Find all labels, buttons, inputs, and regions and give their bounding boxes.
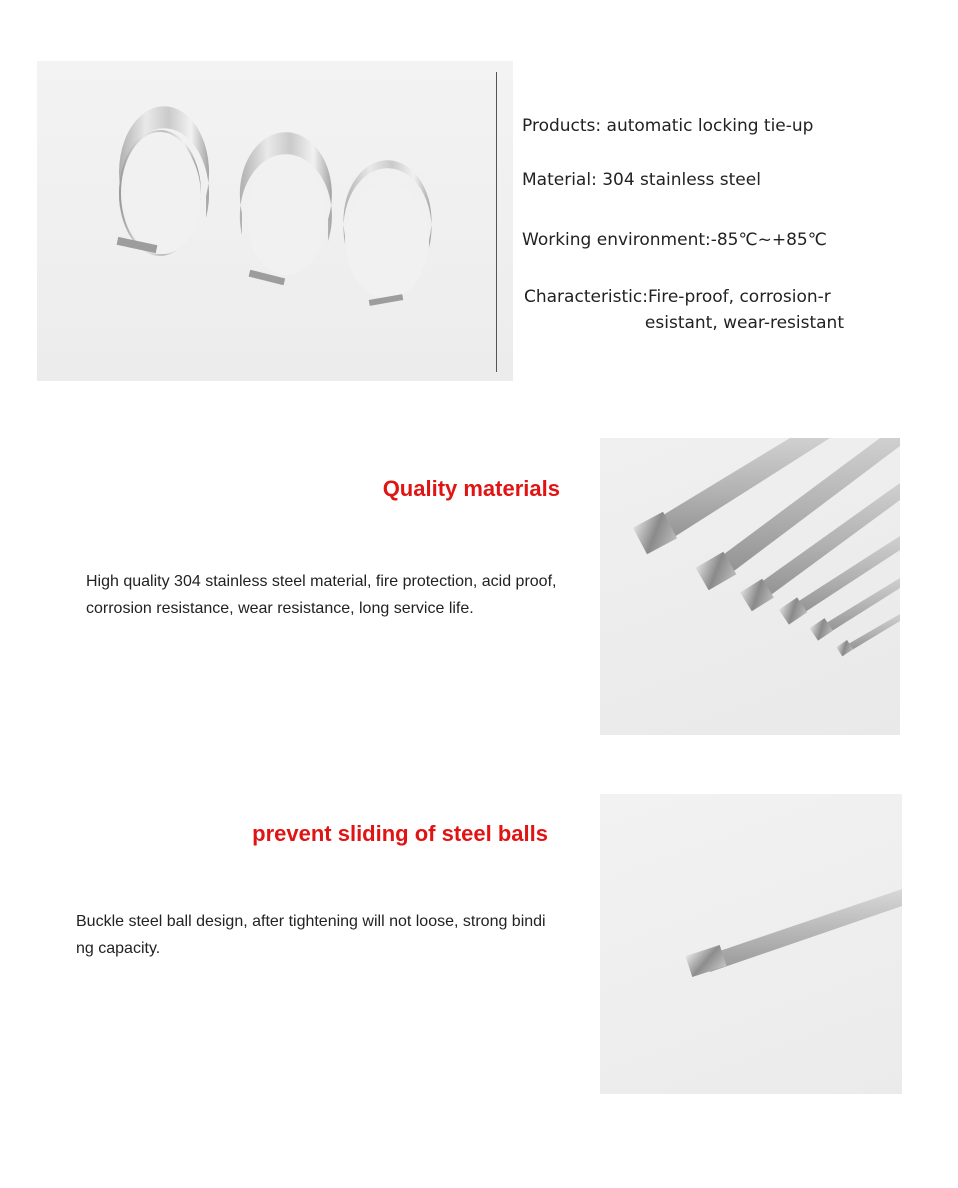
product-photo-single-tie (600, 794, 902, 1094)
heading-quality-materials: Quality materials (382, 476, 560, 501)
divider-line (496, 72, 497, 372)
spec-environment: Working environment:-85℃~+85℃ (522, 230, 827, 250)
product-photo-cable-ties (600, 438, 900, 735)
quality-description: High quality 304 stainless steel material, fire protection, acid proof, corrosion resistance, wear resistance, long service life. (86, 573, 557, 617)
heading-prevent-sliding: prevent sliding of steel balls (252, 821, 548, 846)
sliding-description: Buckle steel ball design, after tightening will not loose, strong binding capacity. (76, 913, 546, 957)
spec-characteristic-line2: esistant, wear-resistant (644, 313, 844, 333)
product-photo-ring-ties (37, 61, 513, 381)
spec-products: Products: automatic locking tie-up (522, 116, 814, 136)
spec-material: Material: 304 stainless steel (522, 170, 761, 190)
spec-characteristic-line1: Characteristic:Fire-proof, corrosion-r (524, 287, 831, 307)
spec-characteristic (524, 284, 844, 336)
